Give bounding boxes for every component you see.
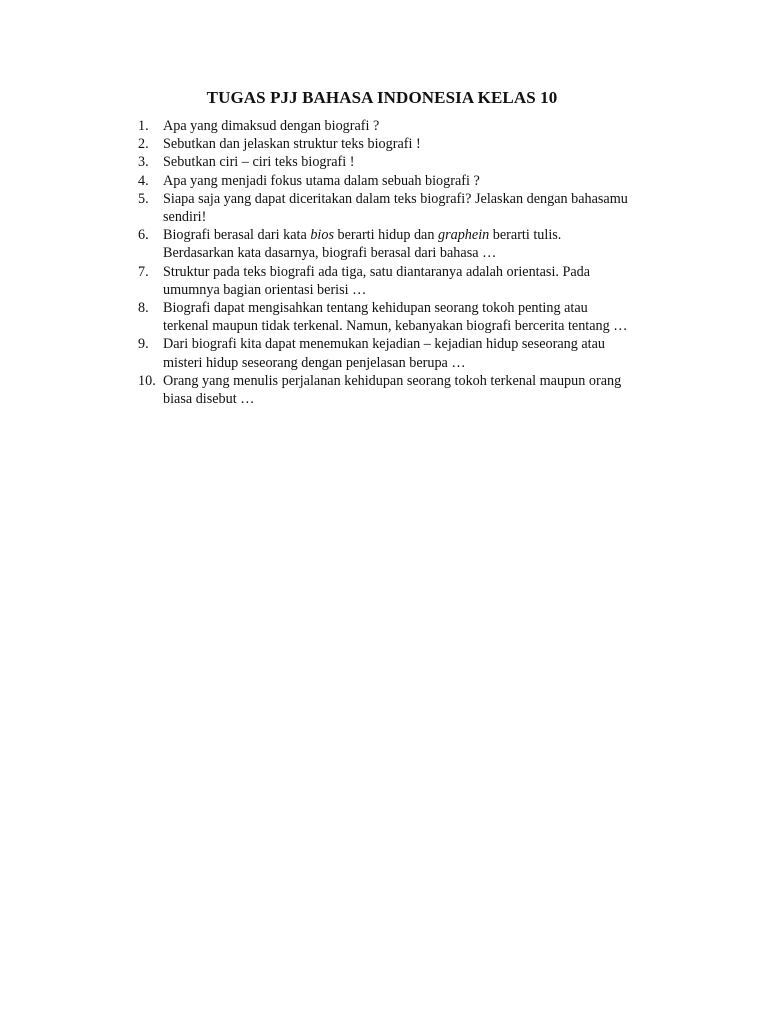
question-number: 2. bbox=[138, 136, 149, 153]
question-line: Siapa saja yang dapat diceritakan dalam teks biografi? Jelaskan dengan bahasamu bbox=[163, 190, 628, 207]
question-number: 4. bbox=[138, 172, 149, 189]
italic-term-bios: bios bbox=[310, 227, 334, 244]
question-text bbox=[163, 190, 683, 226]
question-text bbox=[163, 172, 683, 190]
question-item bbox=[138, 372, 683, 408]
question-item bbox=[138, 226, 683, 262]
italic-term-graphein: graphein bbox=[438, 227, 490, 244]
question-number: 9. bbox=[138, 336, 149, 353]
question-line: Apa yang dimaksud dengan biografi ? bbox=[163, 118, 380, 134]
question-text bbox=[163, 372, 683, 408]
question-number: 8. bbox=[138, 300, 149, 317]
question-line: misteri hidup seseorang dengan penjelasan berupa … bbox=[163, 354, 466, 371]
question-line: Orang yang menulis perjalanan kehidupan seorang tokoh terkenal maupun orang bbox=[163, 372, 622, 389]
question-number: 10. bbox=[138, 372, 156, 389]
question-item bbox=[138, 135, 683, 153]
question-list bbox=[138, 117, 683, 408]
question-item bbox=[138, 263, 683, 299]
question-text bbox=[163, 226, 683, 262]
question-line: Berdasarkan kata dasarnya, biografi berasal dari bahasa … bbox=[163, 245, 497, 262]
question-text bbox=[163, 117, 683, 135]
question-item bbox=[138, 190, 683, 226]
question-line: Dari biografi kita dapat menemukan kejadian – kejadian hidup seseorang atau bbox=[163, 336, 606, 353]
question-text bbox=[163, 263, 683, 299]
question-text bbox=[163, 135, 683, 153]
question-number: 7. bbox=[138, 263, 149, 280]
question-item bbox=[138, 299, 683, 335]
question-line: Sebutkan dan jelaskan struktur teks biografi ! bbox=[163, 136, 421, 153]
question-line: Apa yang menjadi fokus utama dalam sebuah biografi ? bbox=[163, 172, 480, 189]
question-text bbox=[163, 335, 683, 371]
question-line: Sebutkan ciri – ciri teks biografi ! bbox=[163, 154, 355, 171]
question-text bbox=[163, 153, 683, 171]
question-item bbox=[138, 117, 683, 135]
question-number: 3. bbox=[138, 154, 149, 171]
question-line: terkenal maupun tidak terkenal. Namun, kebanyakan biografi bercerita tentang … bbox=[163, 318, 628, 335]
question-line: Biografi dapat mengisahkan tentang kehidupan seorang tokoh penting atau bbox=[163, 300, 588, 317]
question-number: 5. bbox=[138, 190, 149, 207]
document-title: TUGAS PJJ BAHASA INDONESIA KELAS 10 bbox=[206, 88, 558, 107]
question-item bbox=[138, 153, 683, 171]
question-line: biasa disebut … bbox=[163, 391, 255, 408]
question-number: 6. bbox=[138, 227, 149, 244]
question-line: umumnya bagian orientasi berisi … bbox=[163, 281, 367, 298]
question-line: Biografi berasal dari kata bios berarti hidup dan graphein berarti tulis. bbox=[163, 227, 562, 244]
question-number: 1. bbox=[138, 118, 149, 134]
question-item bbox=[138, 335, 683, 371]
question-line: Struktur pada teks biografi ada tiga, satu diantaranya adalah orientasi. Pada bbox=[163, 263, 591, 280]
question-item bbox=[138, 172, 683, 190]
question-line: sendiri! bbox=[163, 209, 207, 226]
question-text bbox=[163, 299, 683, 335]
